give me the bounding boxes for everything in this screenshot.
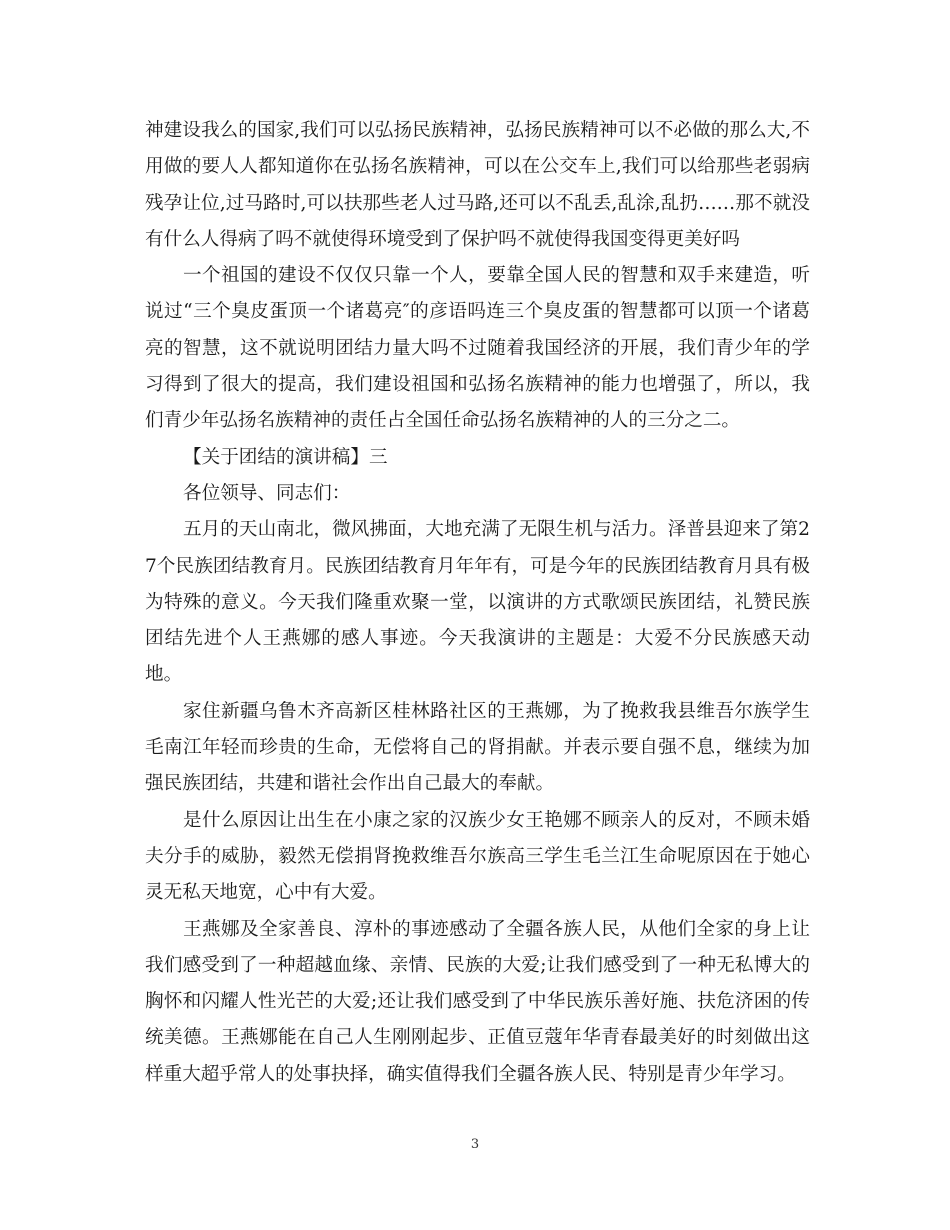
paragraph-reason: 是什么原因让出生在小康之家的汉族少女王艳娜不顾亲人的反对，不顾未婚夫分手的威胁，毅然无偿捐肾挽救维吾尔族高三学生毛兰江生命呢原因在于她心灵无私天地宽，心中有大爱。 <box>145 809 810 904</box>
page-number: 3 <box>470 1137 480 1152</box>
document-body <box>145 113 810 1093</box>
paragraph-continuation: 神建设我么的国家,我们可以弘扬民族精神，弘扬民族精神可以不必做的那么大,不用做的要人人都知道你在弘扬名族精神，可以在公交车上,我们可以给那些老弱病残孕让位,过马路时,可以扶那些老人过马路,还可以不乱丢,乱涂,乱扔……那不就没有什么人得病了吗不就使得环境受到了保护吗不就使得我国变得更美好吗 <box>145 120 810 250</box>
section-heading: 【关于团结的演讲稿】三 <box>183 446 388 468</box>
paragraph-great-love: 王燕娜及全家善良、淳朴的事迹感动了全疆各族人民，从他们全家的身上让我们感受到了一种超越血缘、亲情、民族的大爱;让我们感受到了一种无私博大的胸怀和闪耀人性光芒的大爱;还让我们感受到了中华民族乐善好施、扶危济困的传统美德。王燕娜能在自己人生刚刚起步、正值豆蔻年华青春最美好的时刻做出这样重大超乎常人的处事抉择，确实值得我们全疆各族人民、特别是青少年学习。 <box>145 918 810 1085</box>
paragraph-kidney-donation: 家住新疆乌鲁木齐高新区桂林路社区的王燕娜，为了挽救我县维吾尔族学生毛南江年轻而珍贵的生命，无偿将自己的肾捐献。并表示要自强不息，继续为加强民族团结，共建和谐社会作出自己最大的奉献。 <box>145 700 810 795</box>
paragraph-education-month: 五月的天山南北，微风拂面，大地充满了无限生机与活力。泽普县迎来了第27个民族团结教育月。民族团结教育月年年有，可是今年的民族团结教育月具有极为特殊的意义。今天我们隆重欢聚一堂，以演讲的方式歌颂民族团结，礼赞民族团结先进个人王燕娜的感人事迹。今天我演讲的主题是：大爱不分民族感天动地。 <box>145 519 810 686</box>
salutation: 各位领导、同志们： <box>183 482 351 504</box>
paragraph-unity-strength: 一个祖国的建设不仅仅只靠一个人，要靠全国人民的智慧和双手来建造，听说过“三个臭皮蛋顶一个诸葛亮″的彦语吗连三个臭皮蛋的智慧都可以顶一个诸葛亮的智慧，这不就说明团结力量大吗不过随着我国经济的开展，我们青少年的学习得到了很大的提高，我们建设祖国和弘扬名族精神的能力也增强了，所以，我们青少年弘扬名族精神的责任占全国任命弘扬名族精神的人的三分之二。 <box>145 265 810 432</box>
